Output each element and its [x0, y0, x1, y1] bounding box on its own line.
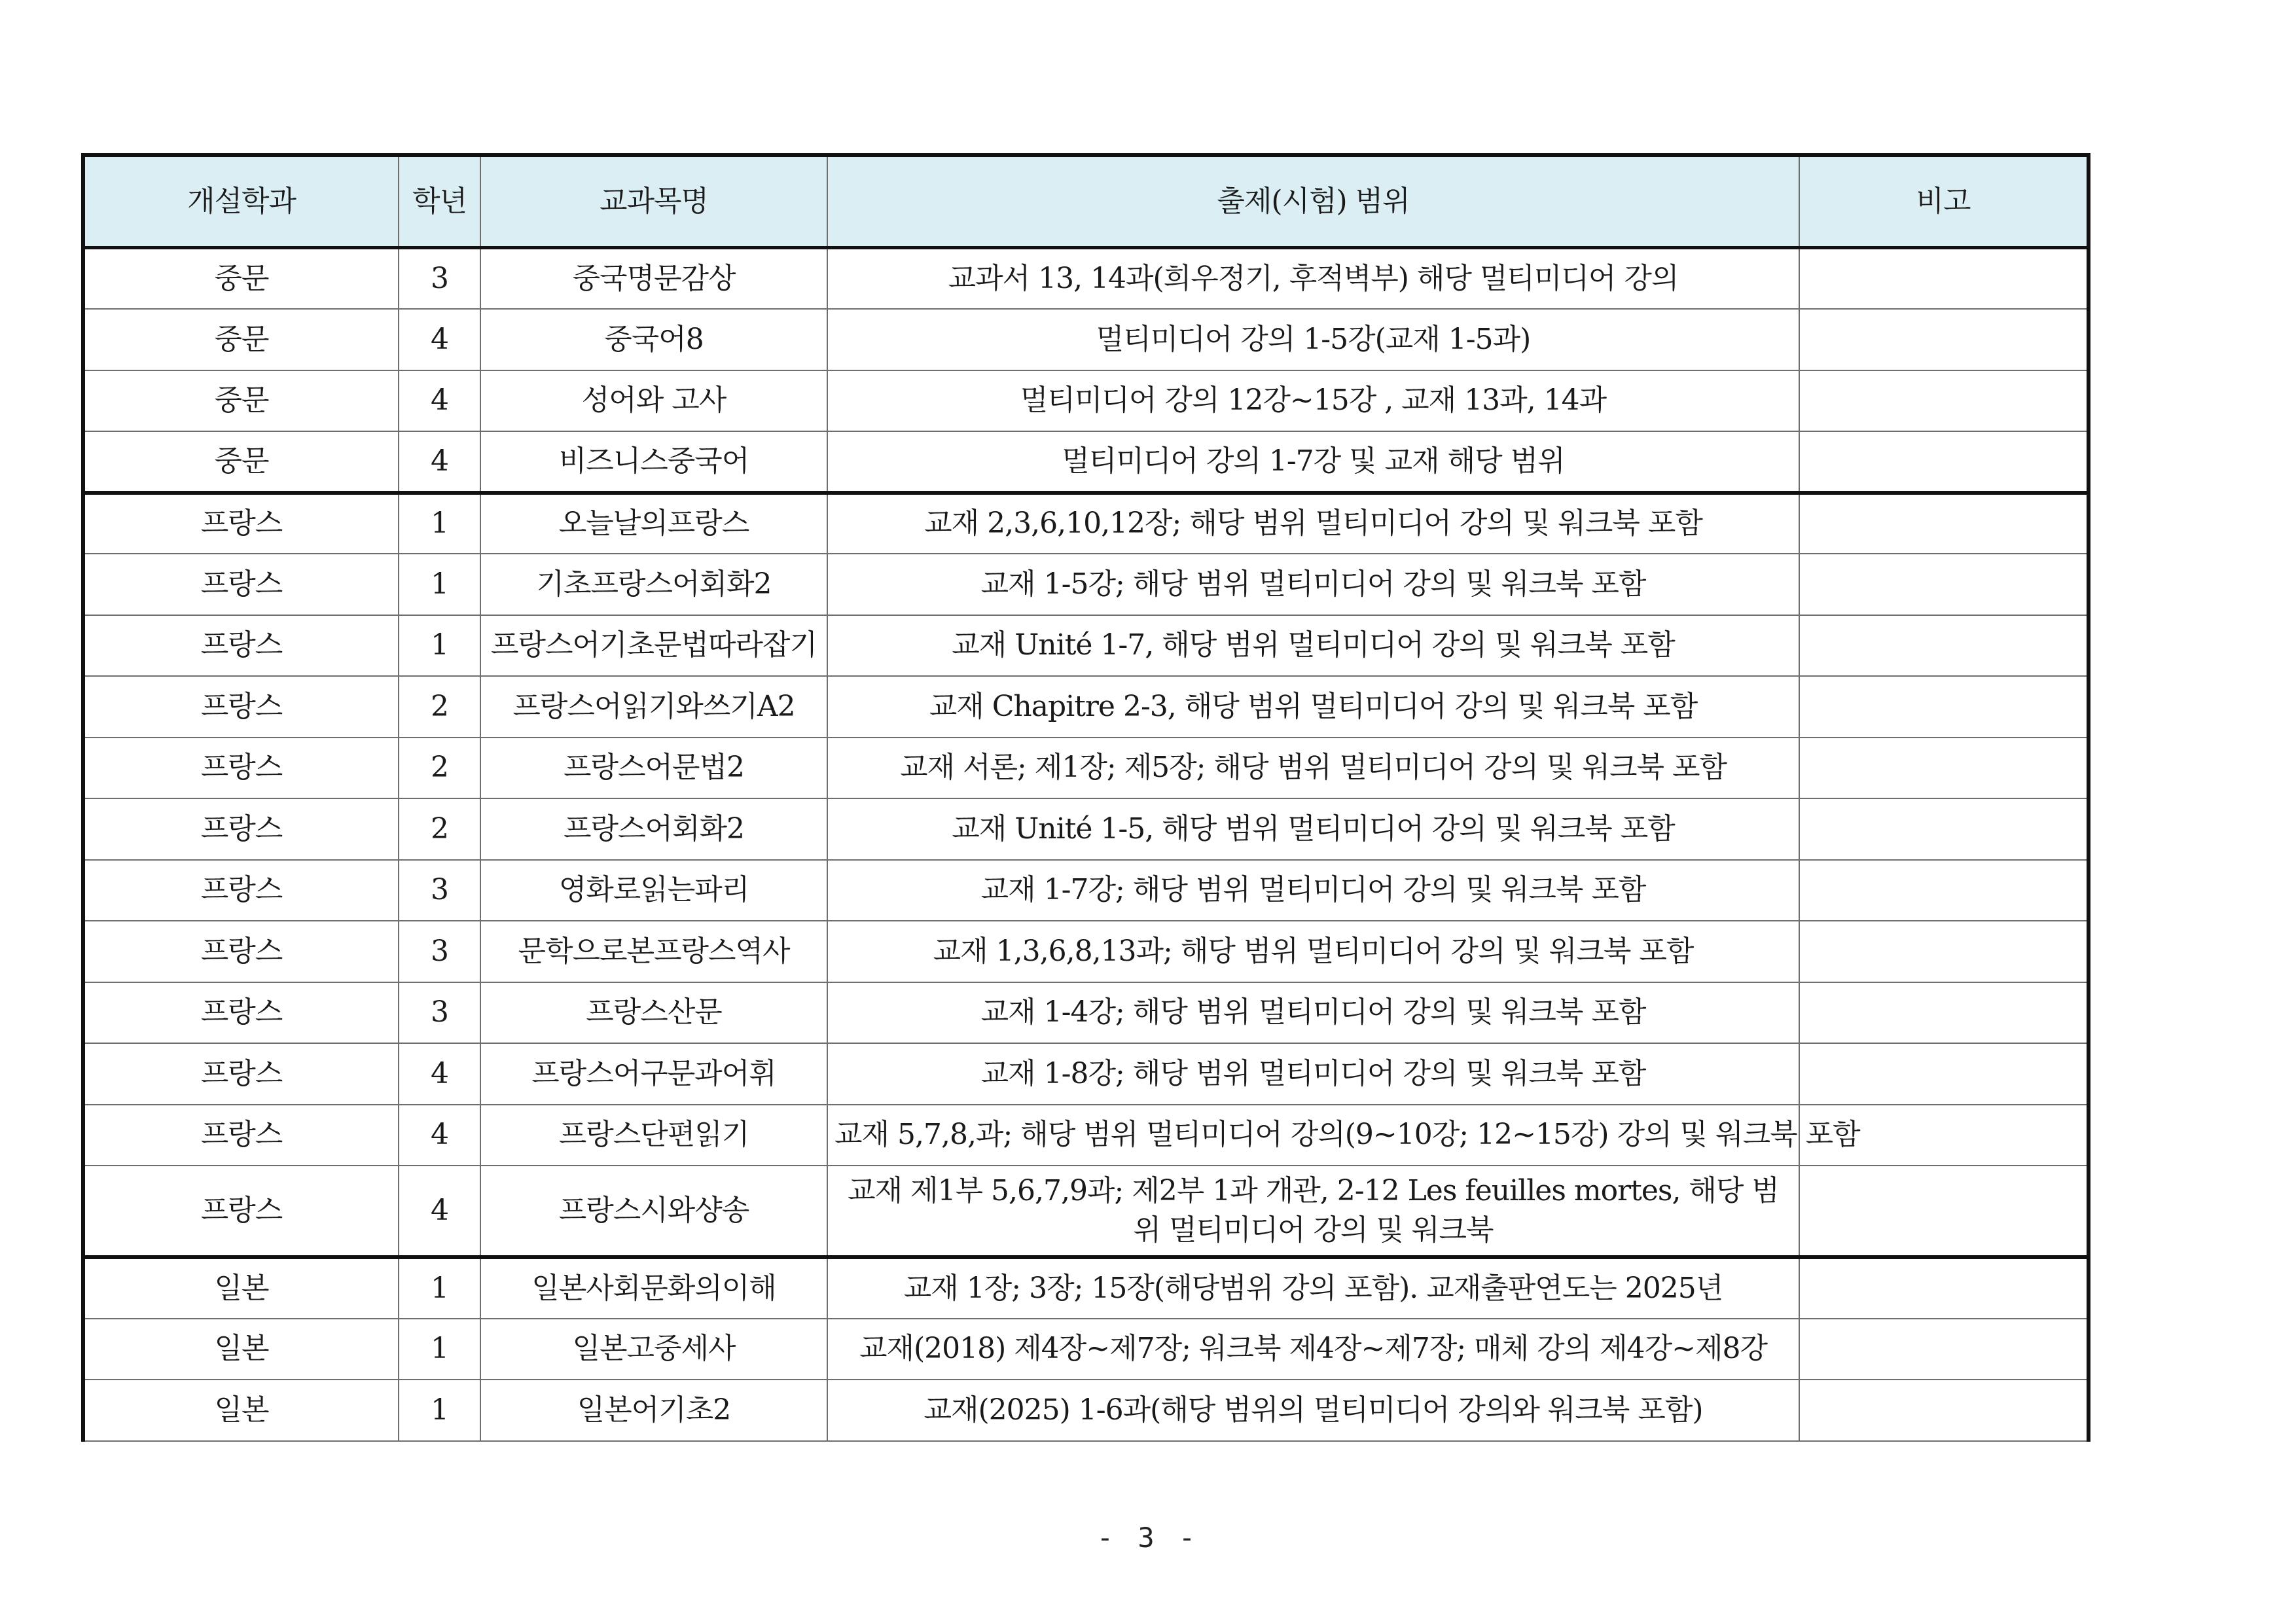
cell-year: 2 [399, 676, 480, 738]
table-row [83, 798, 2089, 860]
cell-note [1799, 554, 2089, 615]
cell-exam-scope: 교재 1-4강; 해당 범위 멀티미디어 강의 및 워크북 포함 [827, 982, 1799, 1044]
table-row [83, 1105, 2089, 1166]
cell-exam-scope: 교재 1-7강; 해당 범위 멀티미디어 강의 및 워크북 포함 [827, 860, 1799, 921]
cell-course-name: 일본어기초2 [480, 1380, 827, 1441]
cell-course-name: 영화로읽는파리 [480, 860, 827, 921]
cell-exam-scope: 교과서 13, 14과(희우정기, 후적벽부) 해당 멀티미디어 강의 [827, 248, 1799, 310]
cell-exam-scope: 교재 1-8강; 해당 범위 멀티미디어 강의 및 워크북 포함 [827, 1043, 1799, 1105]
header-exam-scope: 출제(시험) 범위 [827, 155, 1799, 248]
table-row [83, 309, 2089, 370]
cell-exam-scope: 교재 제1부 5,6,7,9과; 제2부 1과 개관, 2-12 Les feuilles mortes, 해당 범위 멀티미디어 강의 및 워크북 [827, 1166, 1799, 1257]
cell-department: 일본 [83, 1319, 399, 1380]
cell-note [1799, 982, 2089, 1044]
cell-course-name: 프랑스어문법2 [480, 738, 827, 799]
table-row [83, 921, 2089, 982]
page-number: - 3 - [1096, 1522, 1200, 1554]
cell-year: 3 [399, 860, 480, 921]
cell-note [1799, 1319, 2089, 1380]
table-row [83, 431, 2089, 493]
cell-note [1799, 431, 2089, 493]
cell-note [1799, 309, 2089, 370]
cell-exam-scope: 교재(2018) 제4장~제7장; 워크북 제4장~제7장; 매체 강의 제4강~제8강 [827, 1319, 1799, 1380]
cell-year: 1 [399, 1380, 480, 1441]
table-row [83, 493, 2089, 554]
table-row [83, 554, 2089, 615]
cell-department: 프랑스 [83, 982, 399, 1044]
cell-course-name: 프랑스어읽기와쓰기A2 [480, 676, 827, 738]
cell-year: 1 [399, 1319, 480, 1380]
cell-exam-scope: 교재 Unité 1-7, 해당 범위 멀티미디어 강의 및 워크북 포함 [827, 615, 1799, 677]
cell-note [1799, 1166, 2089, 1257]
cell-exam-scope: 교재 Unité 1-5, 해당 범위 멀티미디어 강의 및 워크북 포함 [827, 798, 1799, 860]
cell-department: 프랑스 [83, 493, 399, 554]
table-row [83, 1380, 2089, 1441]
header-department: 개설학과 [83, 155, 399, 248]
cell-course-name: 비즈니스중국어 [480, 431, 827, 493]
cell-department: 중문 [83, 248, 399, 310]
cell-department: 프랑스 [83, 615, 399, 677]
cell-exam-scope: 교재 Chapitre 2-3, 해당 범위 멀티미디어 강의 및 워크북 포함 [827, 676, 1799, 738]
cell-exam-scope: 멀티미디어 강의 12강~15강 , 교재 13과, 14과 [827, 370, 1799, 432]
cell-department: 프랑스 [83, 860, 399, 921]
header-course-name: 교과목명 [480, 155, 827, 248]
table-row [83, 1166, 2089, 1257]
cell-department: 중문 [83, 370, 399, 432]
cell-course-name: 프랑스시와샹송 [480, 1166, 827, 1257]
cell-course-name: 프랑스단편읽기 [480, 1105, 827, 1166]
cell-department: 프랑스 [83, 1043, 399, 1105]
cell-year: 4 [399, 1166, 480, 1257]
cell-department: 프랑스 [83, 1166, 399, 1257]
cell-year: 4 [399, 370, 480, 432]
table-row [83, 370, 2089, 432]
header-note: 비고 [1799, 155, 2089, 248]
cell-exam-scope: 교재 5,7,8,과; 해당 범위 멀티미디어 강의(9~10강; 12~15강) 강의 및 워크북 포함 [827, 1105, 1799, 1166]
table-row [83, 738, 2089, 799]
cell-note [1799, 676, 2089, 738]
table-row [83, 1043, 2089, 1105]
cell-year: 1 [399, 615, 480, 677]
cell-year: 3 [399, 982, 480, 1044]
cell-course-name: 기초프랑스어회화2 [480, 554, 827, 615]
cell-course-name: 프랑스어구문과어휘 [480, 1043, 827, 1105]
cell-department: 프랑스 [83, 676, 399, 738]
cell-exam-scope: 교재 1,3,6,8,13과; 해당 범위 멀티미디어 강의 및 워크북 포함 [827, 921, 1799, 982]
cell-year: 4 [399, 1043, 480, 1105]
cell-course-name: 중국어8 [480, 309, 827, 370]
cell-year: 1 [399, 1257, 480, 1319]
cell-department: 프랑스 [83, 921, 399, 982]
cell-year: 2 [399, 798, 480, 860]
cell-year: 3 [399, 248, 480, 310]
cell-year: 4 [399, 431, 480, 493]
table-row [83, 248, 2089, 310]
cell-note [1799, 860, 2089, 921]
table-row [83, 615, 2089, 677]
cell-course-name: 중국명문감상 [480, 248, 827, 310]
table-row [83, 982, 2089, 1044]
table-header-row [83, 155, 2089, 248]
cell-note [1799, 493, 2089, 554]
table-row [83, 1257, 2089, 1319]
header-year: 학년 [399, 155, 480, 248]
cell-exam-scope: 멀티미디어 강의 1-5강(교재 1-5과) [827, 309, 1799, 370]
table-row [83, 1319, 2089, 1380]
cell-course-name: 오늘날의프랑스 [480, 493, 827, 554]
cell-note [1799, 1043, 2089, 1105]
cell-year: 4 [399, 1105, 480, 1166]
cell-year: 4 [399, 309, 480, 370]
cell-note [1799, 1380, 2089, 1441]
cell-exam-scope: 교재 2,3,6,10,12장; 해당 범위 멀티미디어 강의 및 워크북 포함 [827, 493, 1799, 554]
cell-course-name: 프랑스어회화2 [480, 798, 827, 860]
cell-department: 중문 [83, 431, 399, 493]
cell-department: 프랑스 [83, 798, 399, 860]
cell-exam-scope: 교재(2025) 1-6과(해당 범위의 멀티미디어 강의와 워크북 포함) [827, 1380, 1799, 1441]
cell-department: 일본 [83, 1380, 399, 1441]
table-row [83, 676, 2089, 738]
cell-department: 중문 [83, 309, 399, 370]
cell-course-name: 일본고중세사 [480, 1319, 827, 1380]
cell-year: 2 [399, 738, 480, 799]
cell-exam-scope: 교재 1장; 3장; 15장(해당범위 강의 포함). 교재출판연도는 2025년 [827, 1257, 1799, 1319]
cell-department: 프랑스 [83, 738, 399, 799]
cell-year: 3 [399, 921, 480, 982]
cell-course-name: 일본사회문화의이해 [480, 1257, 827, 1319]
cell-course-name: 프랑스산문 [480, 982, 827, 1044]
cell-note [1799, 370, 2089, 432]
cell-note [1799, 798, 2089, 860]
table-row [83, 860, 2089, 921]
cell-note [1799, 615, 2089, 677]
cell-course-name: 프랑스어기초문법따라잡기 [480, 615, 827, 677]
cell-course-name: 문학으로본프랑스역사 [480, 921, 827, 982]
cell-exam-scope: 멀티미디어 강의 1-7강 및 교재 해당 범위 [827, 431, 1799, 493]
cell-exam-scope: 교재 1-5강; 해당 범위 멀티미디어 강의 및 워크북 포함 [827, 554, 1799, 615]
cell-note [1799, 1257, 2089, 1319]
exam-scope-table [81, 153, 2090, 1442]
cell-course-name: 성어와 고사 [480, 370, 827, 432]
cell-department: 일본 [83, 1257, 399, 1319]
cell-note [1799, 248, 2089, 310]
cell-year: 1 [399, 554, 480, 615]
cell-note [1799, 921, 2089, 982]
cell-year: 1 [399, 493, 480, 554]
cell-department: 프랑스 [83, 1105, 399, 1166]
cell-department: 프랑스 [83, 554, 399, 615]
cell-note [1799, 738, 2089, 799]
cell-exam-scope: 교재 서론; 제1장; 제5장; 해당 범위 멀티미디어 강의 및 워크북 포함 [827, 738, 1799, 799]
